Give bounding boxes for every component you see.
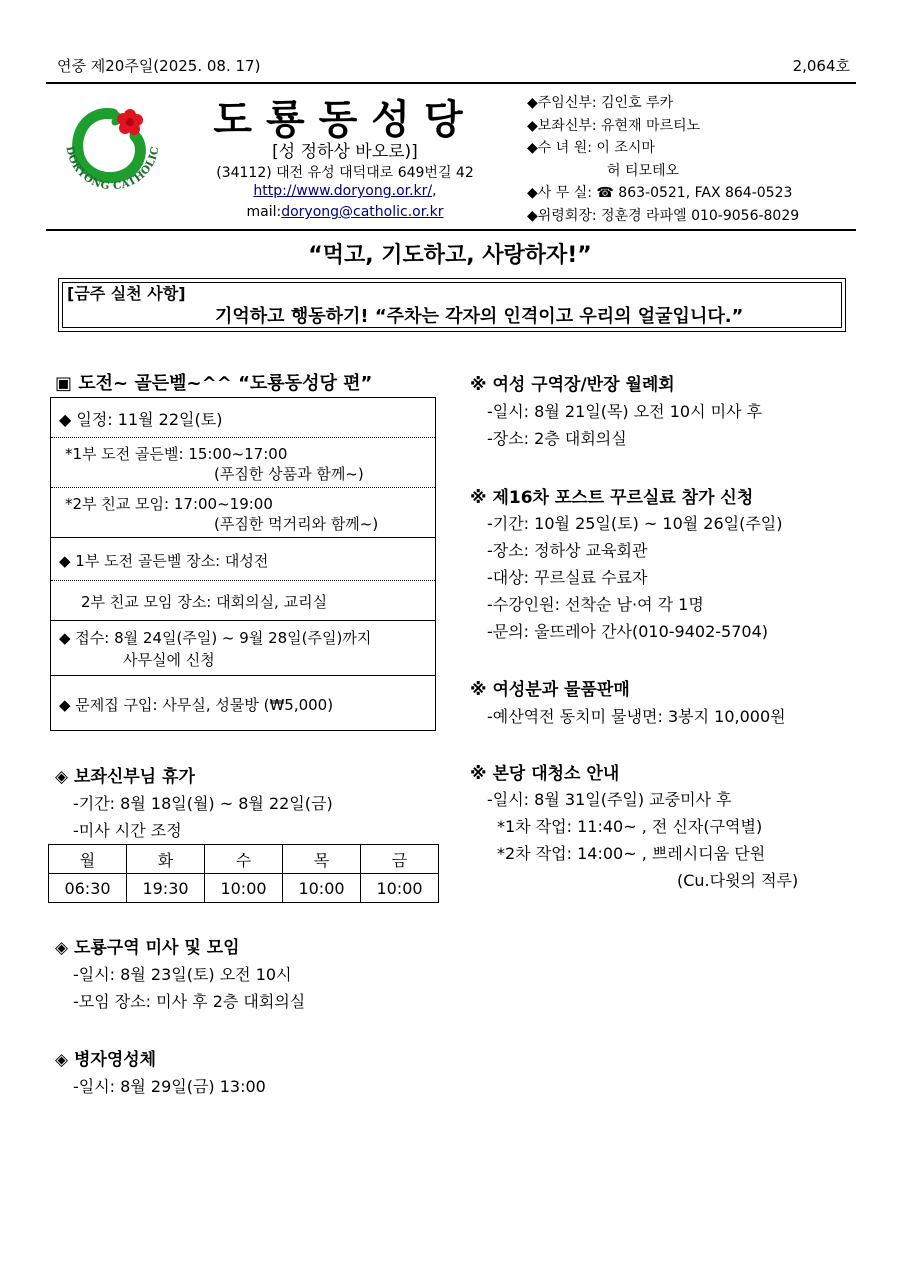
gb-part1: *1부 도전 골든벨: 15:00~17:00 <box>65 445 288 463</box>
golden-bell-box <box>50 397 436 731</box>
gb-venue1: ◆ 1부 도전 골든벨 장소: 대성전 <box>59 552 269 570</box>
day-mon: 월 <box>49 845 127 874</box>
gb-row-part1 <box>51 438 435 488</box>
vacation-mass-table <box>48 844 439 903</box>
gb-row-book <box>51 676 435 731</box>
website-link[interactable]: http://www.doryong.or.kr/ <box>253 183 433 199</box>
staff-assistant: ◆보좌신부: 유현재 마르티노 <box>527 117 701 134</box>
practice-label: [금주 실천 사항] <box>67 284 186 303</box>
time-thu: 10:00 <box>283 874 361 903</box>
staff-sisters: ◆수 녀 원: 이 조시마 <box>527 140 655 156</box>
church-address: (34112) 대전 유성 대덕대로 649번길 42 <box>216 165 474 181</box>
time-fri: 10:00 <box>361 874 439 903</box>
header-bottom-divider <box>46 229 856 231</box>
cursillo-title: ※ 제16차 포스트 꾸르실료 참가 신청 <box>470 488 754 508</box>
vacation-period: -기간: 8월 18일(월) ~ 8월 22일(금) <box>73 794 333 813</box>
day-fri: 금 <box>361 845 439 874</box>
gb-part2-note: (푸짐한 먹거리와 함께~) <box>214 515 379 533</box>
gb-row-registration <box>51 621 435 676</box>
logo-text: DORYONG CATHOLIC <box>63 145 162 193</box>
cleaning-second: *2차 작업: 14:00~ , 쁘레시디움 단원 <box>497 844 766 863</box>
mail-label: mail: <box>246 204 282 220</box>
website-suffix: , <box>432 183 437 199</box>
sick-date: -일시: 8월 29일(금) 13:00 <box>73 1077 266 1096</box>
cleaning-note: (Cu.다윗의 적루) <box>677 871 799 890</box>
women-leaders-title: ※ 여성 구역장/반장 월례회 <box>470 375 675 395</box>
cursillo-capacity: -수강인원: 선착순 남·여 각 1명 <box>487 595 704 614</box>
district-title: ◈ 도룡구역 미사 및 모임 <box>55 938 240 958</box>
gb-row-venue2 <box>51 581 435 621</box>
website-line <box>195 183 495 199</box>
gb-row-venue1 <box>51 538 435 581</box>
staff-sisters-2: 허 티모테오 <box>607 162 680 179</box>
issue-number: 2,064호 <box>792 57 850 75</box>
gb-date: ◆ 일정: 11월 22일(토) <box>59 410 223 429</box>
gb-registration-2: 사무실에 신청 <box>123 651 215 669</box>
church-logo <box>55 92 170 207</box>
gb-book: ◆ 문제집 구입: 사무실, 성물방 (₩5,000) <box>59 696 334 714</box>
cleaning-first: *1차 작업: 11:40~ , 전 신자(구역별) <box>497 817 763 836</box>
gb-row-date <box>51 398 435 438</box>
day-tue: 화 <box>127 845 205 874</box>
sales-title: ※ 여성분과 물품판매 <box>470 680 630 700</box>
golden-bell-title: ▣ 도전~ 골든벨~^^ “도룡동성당 편” <box>55 373 373 394</box>
day-wed: 수 <box>205 845 283 874</box>
women-leaders-date: -일시: 8월 21일(목) 오전 10시 미사 후 <box>487 402 763 421</box>
cleaning-title: ※ 본당 대청소 안내 <box>470 764 620 784</box>
staff-pastor: ◆주임신부: 김인호 루카 <box>527 95 674 111</box>
gb-row-part2 <box>51 488 435 538</box>
sales-item: -예산역전 동치미 물냉면: 3봉지 10,000원 <box>487 707 786 726</box>
logo-red-flower <box>117 109 143 135</box>
staff-office: ◆사 무 실: ☎ 863-0521, FAX 864-0523 <box>527 185 793 201</box>
vacation-mass: -미사 시간 조정 <box>73 821 182 840</box>
church-name: 도룡동성당 <box>213 97 477 143</box>
vacation-days-row <box>49 845 439 874</box>
mail-line <box>195 204 495 220</box>
sick-title: ◈ 병자영성체 <box>55 1050 157 1070</box>
cursillo-place: -장소: 정하상 교육회관 <box>487 541 648 560</box>
cursillo-target: -대상: 꾸르실료 수료자 <box>487 568 648 587</box>
gb-part1-note: (푸짐한 상품과 함께~) <box>214 465 364 483</box>
cleaning-date: -일시: 8월 31일(주일) 교중미사 후 <box>487 790 732 809</box>
district-date: -일시: 8월 23일(토) 오전 10시 <box>73 965 292 984</box>
issue-date: 연중 제20주일(2025. 08. 17) <box>57 57 261 75</box>
mail-link[interactable]: doryong@catholic.or.kr <box>281 204 444 220</box>
staff-memorial: ◆위령회장: 정훈경 라파엘 010-9056-8029 <box>527 207 800 224</box>
cursillo-contact: -문의: 울뜨레아 간사(010-9402-5704) <box>487 622 768 641</box>
women-leaders-place: -장소: 2층 대회의실 <box>487 429 627 448</box>
gb-venue2: 2부 친교 모임 장소: 대회의실, 교리실 <box>81 593 328 611</box>
district-place: -모임 장소: 미사 후 2층 대회의실 <box>73 992 306 1011</box>
gb-part2: *2부 친교 모임: 17:00~19:00 <box>65 495 273 513</box>
day-thu: 목 <box>283 845 361 874</box>
practice-text: 기억하고 행동하기! “주차는 각자의 인격이고 우리의 얼굴입니다.” <box>215 306 744 327</box>
header-divider <box>46 82 856 84</box>
time-mon: 06:30 <box>49 874 127 903</box>
church-patron: [성 정하상 바오로)] <box>272 142 418 162</box>
time-wed: 10:00 <box>205 874 283 903</box>
staff-list <box>527 92 799 227</box>
cursillo-period: -기간: 10월 25일(토) ~ 10월 26일(주일) <box>487 514 783 533</box>
slogan: “먹고, 기도하고, 사랑하자!” <box>308 243 592 268</box>
vacation-title: ◈ 보좌신부님 휴가 <box>55 767 195 787</box>
vacation-times-row <box>49 874 439 903</box>
time-tue: 19:30 <box>127 874 205 903</box>
gb-registration: ◆ 접수: 8월 24일(주일) ~ 9월 28일(주일)까지 <box>59 629 372 647</box>
